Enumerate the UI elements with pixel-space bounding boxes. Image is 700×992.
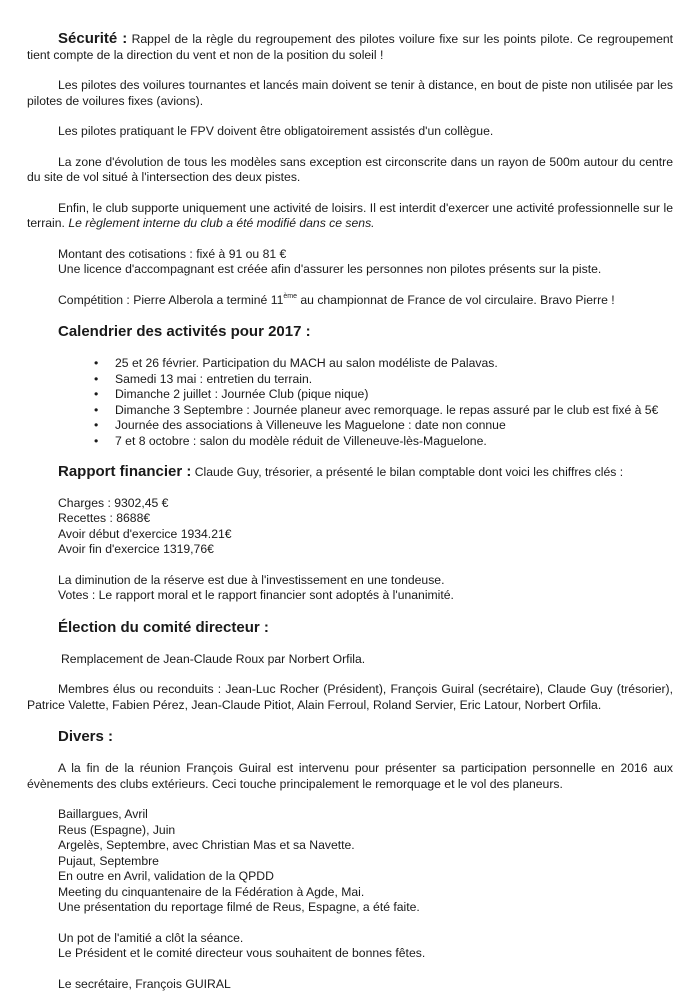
list-item: • Dimanche 2 juillet : Journée Club (pique nique) bbox=[115, 387, 673, 403]
securite-heading: Sécurité : bbox=[58, 30, 127, 47]
event-line: Argelès, Septembre, avec Christian Mas et sa Navette. bbox=[58, 838, 673, 854]
diminution-line: La diminution de la réserve est due à l'investissement en une tondeuse. bbox=[58, 573, 673, 589]
event-line: En outre en Avril, validation de la QPDD bbox=[58, 869, 673, 885]
event-line: Reus (Espagne), Juin bbox=[58, 823, 673, 839]
competition-superscript: ème bbox=[283, 293, 297, 300]
fpv-paragraph: Les pilotes pratiquant le FPV doivent être obligatoirement assistés d'un collègue. bbox=[27, 124, 673, 140]
list-item: • Samedi 13 mai : entretien du terrain. bbox=[115, 372, 673, 388]
voilures-tournantes-paragraph: Les pilotes des voilures tournantes et lancés main doivent se tenir à distance, en bout de piste non utilisée par les pilotes de voilures fixes (avions). bbox=[27, 78, 673, 109]
rapport-intro-text: Claude Guy, trésorier, a présenté le bilan comptable dont voici les chiffres clés : bbox=[195, 465, 623, 479]
divers-heading: Divers : bbox=[58, 728, 673, 746]
competition-text: Compétition : Pierre Alberola a terminé 11 bbox=[58, 293, 283, 307]
membres-paragraph: Membres élus ou reconduits : Jean-Luc Rocher (Président), François Guiral (secrétaire), Claude Guy (trésorier), Patrice Valette, Fabien Pérez, Jean-Claude Pitiot, Alain Ferroul, Roland Servier, Eric Latour, Norbert Orfila. bbox=[27, 682, 673, 713]
signature: Le secrétaire, François GUIRAL bbox=[27, 977, 673, 992]
event-line: Pujaut, Septembre bbox=[58, 854, 673, 870]
event-line: Baillargues, Avril bbox=[58, 807, 673, 823]
calendrier-heading: Calendrier des activités pour 2017 : bbox=[58, 323, 673, 341]
closing-block bbox=[27, 931, 673, 962]
closing-line: Un pot de l'amitié a clôt la séance. bbox=[58, 931, 673, 947]
list-item: • 7 et 8 octobre : salon du modèle réduit de Villeneuve-lès-Maguelone. bbox=[115, 434, 673, 450]
event-line: Meeting du cinquantenaire de la Fédération à Agde, Mai. bbox=[58, 885, 673, 901]
rapport-line: Avoir début d'exercice 1934.21€ bbox=[58, 527, 673, 543]
competition-text-end: au championnat de France de vol circulaire. Bravo Pierre ! bbox=[297, 293, 615, 307]
calendrier-list bbox=[27, 356, 673, 449]
competition-line bbox=[27, 293, 673, 309]
rapport-conclusion bbox=[27, 573, 673, 604]
event-line: Une présentation du reportage filmé de Reus, Espagne, a été faite. bbox=[58, 900, 673, 916]
loisirs-paragraph bbox=[27, 201, 673, 232]
rapport-line: Charges : 9302,45 € bbox=[58, 496, 673, 512]
closing-line: Le Président et le comité directeur vous souhaitent de bonnes fêtes. bbox=[58, 946, 673, 962]
loisirs-text: Enfin, le club supporte uniquement une activité de loisirs. Il est interdit d'exercer une activité professionnelle sur le terrain. bbox=[27, 201, 673, 231]
election-heading: Élection du comité directeur : bbox=[58, 619, 673, 637]
rapport-intro bbox=[27, 464, 673, 481]
remplacement-line: Remplacement de Jean-Claude Roux par Norbert Orfila. bbox=[27, 652, 673, 668]
rapport-figures bbox=[27, 496, 673, 558]
reglement-note: Le règlement interne du club a été modifié dans ce sens. bbox=[68, 216, 374, 230]
divers-events bbox=[27, 807, 673, 916]
divers-intro: A la fin de la réunion François Guiral est intervenu pour présenter sa participation personnelle en 2016 aux évènements des clubs extérieurs. Ceci touche principalement le remorquage et le vol des planeurs. bbox=[27, 761, 673, 792]
list-item: • 25 et 26 février. Participation du MACH au salon modéliste de Palavas. bbox=[115, 356, 673, 372]
zone-paragraph: La zone d'évolution de tous les modèles sans exception est circonscrite dans un rayon de 500m autour du centre du site de vol situé à l'intersection des deux pistes. bbox=[27, 155, 673, 186]
cotisations-block bbox=[27, 247, 673, 278]
cotisations-line: Montant des cotisations : fixé à 91 ou 81 € bbox=[58, 247, 673, 263]
securite-paragraph bbox=[27, 31, 673, 63]
votes-line: Votes : Le rapport moral et le rapport financier sont adoptés à l'unanimité. bbox=[58, 588, 673, 604]
rapport-heading: Rapport financier : bbox=[58, 463, 191, 480]
list-item: • Journée des associations à Villeneuve les Maguelone : date non connue bbox=[115, 418, 673, 434]
securite-text: Rappel de la règle du regroupement des pilotes voilure fixe sur les points pilote. Ce regroupement tient compte de la direction du vent et non de la position du soleil ! bbox=[27, 32, 673, 62]
rapport-line: Avoir fin d'exercice 1319,76€ bbox=[58, 542, 673, 558]
rapport-line: Recettes : 8688€ bbox=[58, 511, 673, 527]
list-item: • Dimanche 3 Septembre : Journée planeur avec remorquage. le repas assuré par le club est fixé à 5€ bbox=[115, 403, 673, 419]
licence-line: Une licence d'accompagnant est créée afin d'assurer les personnes non pilotes présents sur la piste. bbox=[58, 262, 673, 278]
